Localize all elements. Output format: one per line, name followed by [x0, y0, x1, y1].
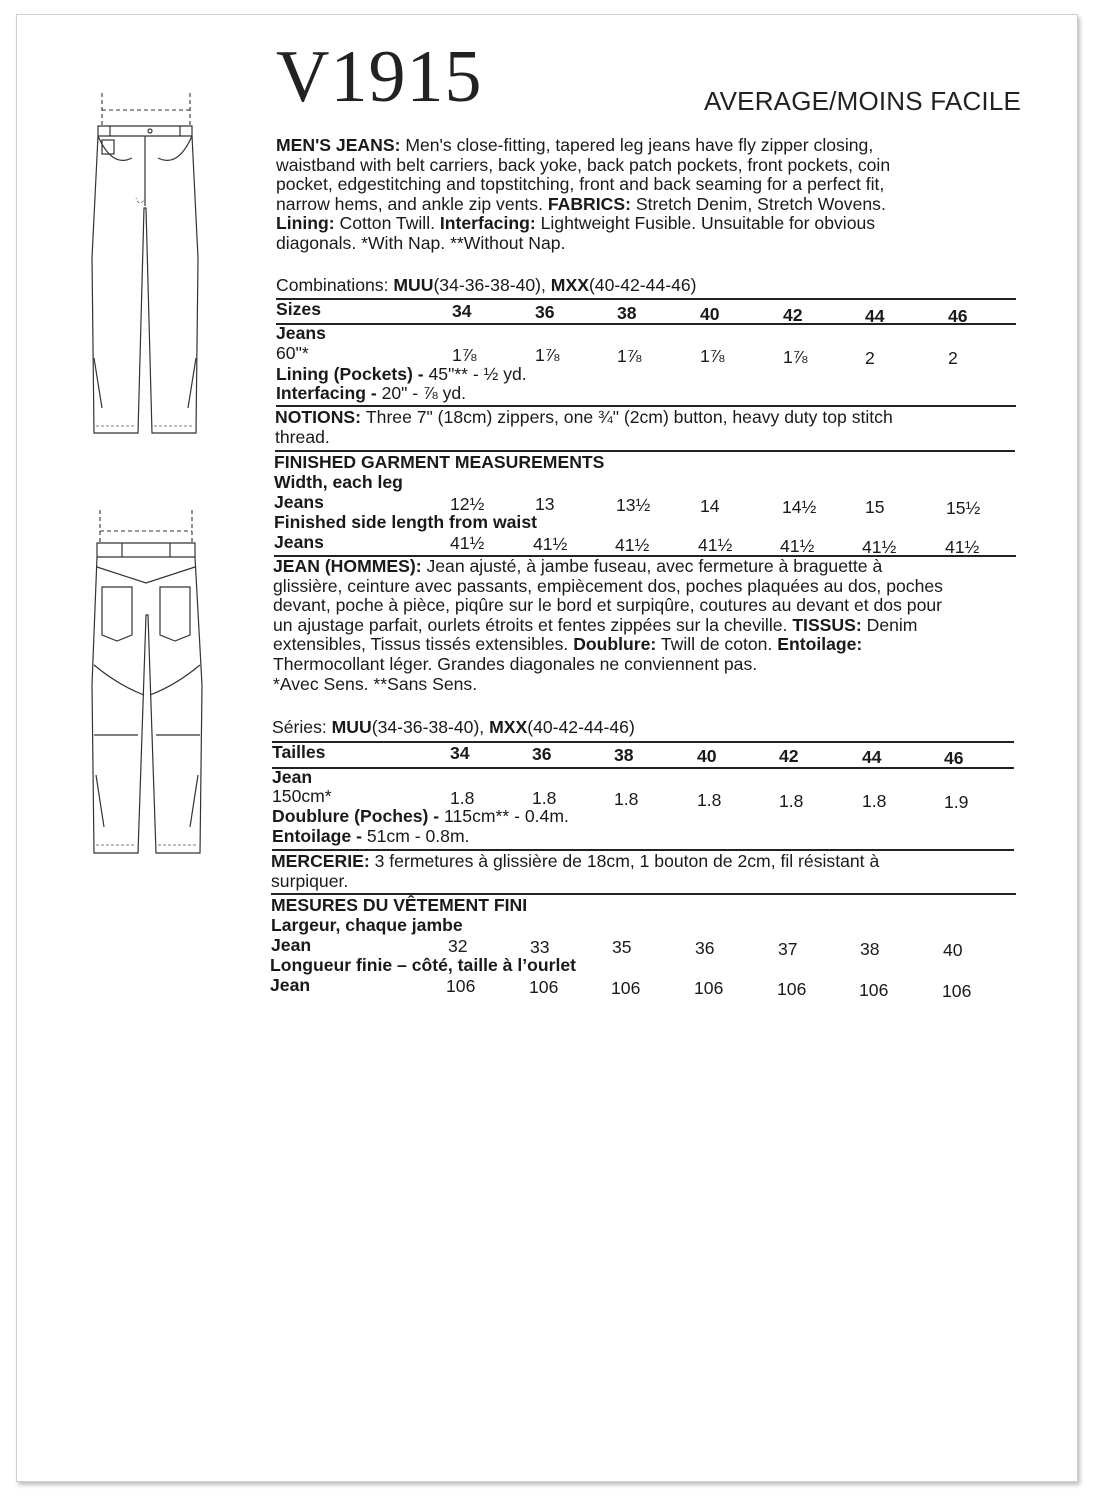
jeans-front-illustration [80, 88, 220, 443]
length-cell: 41½ [450, 533, 485, 553]
width-cell: 35 [612, 937, 632, 957]
desc-line: pocket, edgestitching and topstitching, front and back seaming for a perfect fit, [276, 174, 885, 195]
french-combinations: Séries: MUU(34-36-38-40), MXX(40-42-44-46) [272, 717, 635, 737]
length-cell: 41½ [862, 537, 897, 557]
jean-label: Jean [272, 767, 313, 787]
entoilage-row: Entoilage - 51cm - 0.8m. [272, 826, 470, 846]
length-cell: 41½ [533, 534, 568, 554]
english-combinations: Combinations: MUU(34-36-38-40), MXX(40-42-44-46) [276, 275, 697, 295]
lining-row: Lining (Pockets) - 45"** - ½ yd. [276, 364, 527, 384]
text-line: devant, poche à pièce, piqûre sur le bord et surpiqûre, coutures au devant et dos pour [273, 595, 942, 616]
width-cell: 14½ [782, 497, 817, 517]
finished-heading: FINISHED GARMENT MEASUREMENTS [274, 452, 605, 472]
text-line: extensibles, Tissus tissés extensibles. Doublure: Twill de coton. Entoilage: [273, 634, 863, 655]
length-cell: 106 [694, 978, 724, 998]
size-cell: 42 [779, 746, 799, 766]
yardage-cell: 1⅞ [700, 346, 725, 366]
desc-line: waistband with belt carriers, back yoke, back patch pockets, front pockets, coin [276, 154, 891, 175]
divider [276, 323, 1016, 325]
yardage-cell: 1.8 [450, 788, 475, 808]
width-cell: 13½ [616, 495, 651, 515]
text-line: glissière, ceinture avec passants, empiècement dos, poches plaquées au dos, poches [273, 575, 943, 596]
desc-line: Lining: Cotton Twill. Interfacing: Lightweight Fusible. Unsuitable for obvious [276, 213, 876, 234]
size-cell: 44 [865, 306, 885, 326]
interfacing-row: Interfacing - 20" - ⅞ yd. [276, 383, 467, 403]
yardage-cell: 1⅞ [535, 345, 560, 365]
yardage-cell: 1⅞ [783, 347, 808, 367]
mesures-heading: MESURES DU VÊTEMENT FINI [271, 895, 528, 915]
pattern-number: V1915 [276, 36, 483, 118]
size-cell: 46 [944, 748, 964, 768]
yardage-cell: 1.8 [862, 791, 887, 811]
desc-line: MEN'S JEANS: Men's close-fitting, tapered leg jeans have fly zipper closing, [276, 135, 874, 155]
width-cell: 13 [535, 494, 555, 514]
length-cell: 106 [777, 979, 807, 999]
largeur-jean-label: Jean [271, 935, 312, 955]
size-cell: 36 [532, 744, 552, 764]
text-line: Thermocollant léger. Grandes diagonales ne conviennent pas. [273, 653, 758, 674]
length-cell: 106 [611, 978, 641, 998]
length-cell: 106 [942, 981, 972, 1001]
yardage-cell: 1⅞ [452, 345, 477, 365]
difficulty-label: AVERAGE/MOINS FACILE [704, 86, 1022, 116]
text-line: NOTIONS: Three 7" (18cm) zippers, one ¾" (2cm) button, heavy duty top stitch [275, 407, 893, 427]
length-cell: 106 [859, 980, 889, 1000]
longueur-label: Longueur finie – côté, taille à l’ourlet [270, 955, 576, 975]
desc-line: diagonals. *With Nap. **Without Nap. [276, 232, 566, 253]
size-cell: 40 [697, 746, 717, 766]
english-notions [275, 408, 1015, 447]
width-cell: 15 [865, 497, 885, 517]
sizes-label: Sizes [276, 299, 321, 319]
size-cell: 40 [700, 304, 720, 324]
width-cell: 38 [860, 939, 880, 959]
divider [272, 741, 1014, 743]
yardage-cell: 2 [948, 348, 958, 368]
width-jeans-label: Jeans [274, 492, 324, 512]
text-line: *Avec Sens. **Sans Sens. [273, 673, 478, 694]
size-cell: 46 [948, 306, 968, 326]
longueur-jean-label: Jean [270, 975, 311, 995]
width-cell: 15½ [946, 498, 981, 518]
length-cell: 106 [529, 977, 559, 997]
fabric-width: 60"* [276, 343, 309, 363]
yardage-cell: 2 [865, 348, 875, 368]
text-line: MERCERIE: 3 fermetures à glissière de 18cm, 1 bouton de 2cm, fil résistant à [271, 851, 880, 871]
width-label: Width, each leg [274, 472, 403, 492]
text-line: thread. [275, 426, 330, 447]
length-cell: 41½ [615, 535, 650, 555]
text-line: JEAN (HOMMES): Jean ajusté, à jambe fuseau, avec fermeture à braguette à [273, 556, 883, 576]
length-cell: 41½ [780, 536, 815, 556]
text-line: un ajustage parfait, ourlets étroits et fentes zippées sur la cheville. TISSUS: Denim [273, 614, 918, 635]
desc-line: narrow hems, and ankle zip vents. FABRICS: Stretch Denim, Stretch Wovens. [276, 193, 886, 214]
yardage-cell: 1⅞ [617, 346, 642, 366]
width-cell: 32 [448, 936, 468, 956]
yardage-cell: 1.8 [532, 788, 557, 808]
yardage-cell: 1.8 [779, 791, 804, 811]
length-label: Finished side length from waist [274, 512, 537, 532]
size-cell: 34 [452, 301, 472, 321]
length-cell: 106 [446, 976, 476, 996]
width-cell: 37 [778, 939, 798, 959]
doublure-row: Doublure (Poches) - 115cm** - 0.4m. [272, 806, 569, 826]
tailles-label: Tailles [272, 742, 326, 762]
divider [276, 298, 1016, 300]
largeur-label: Largeur, chaque jambe [271, 915, 463, 935]
text-line: surpiquer. [271, 870, 349, 891]
yardage-cell: 1.8 [697, 790, 722, 810]
fabric-width: 150cm* [272, 786, 332, 806]
jeans-label: Jeans [276, 323, 326, 343]
size-cell: 34 [450, 743, 470, 763]
divider [272, 767, 1014, 769]
jeans-back-illustration [82, 505, 222, 860]
width-cell: 14 [700, 496, 720, 516]
width-cell: 36 [695, 938, 715, 958]
french-description [273, 557, 1018, 694]
size-cell: 44 [862, 747, 882, 767]
width-cell: 12½ [450, 494, 485, 514]
size-cell: 42 [783, 305, 803, 325]
english-description [276, 136, 1016, 254]
french-notions [271, 852, 1016, 891]
width-cell: 33 [530, 937, 550, 957]
yardage-cell: 1.8 [614, 789, 639, 809]
yardage-cell: 1.9 [944, 792, 969, 812]
length-cell: 41½ [945, 537, 980, 557]
size-cell: 38 [617, 303, 637, 323]
width-cell: 40 [943, 940, 963, 960]
size-cell: 36 [535, 302, 555, 322]
size-cell: 38 [614, 745, 634, 765]
length-cell: 41½ [698, 535, 733, 555]
length-jeans-label: Jeans [274, 532, 324, 552]
